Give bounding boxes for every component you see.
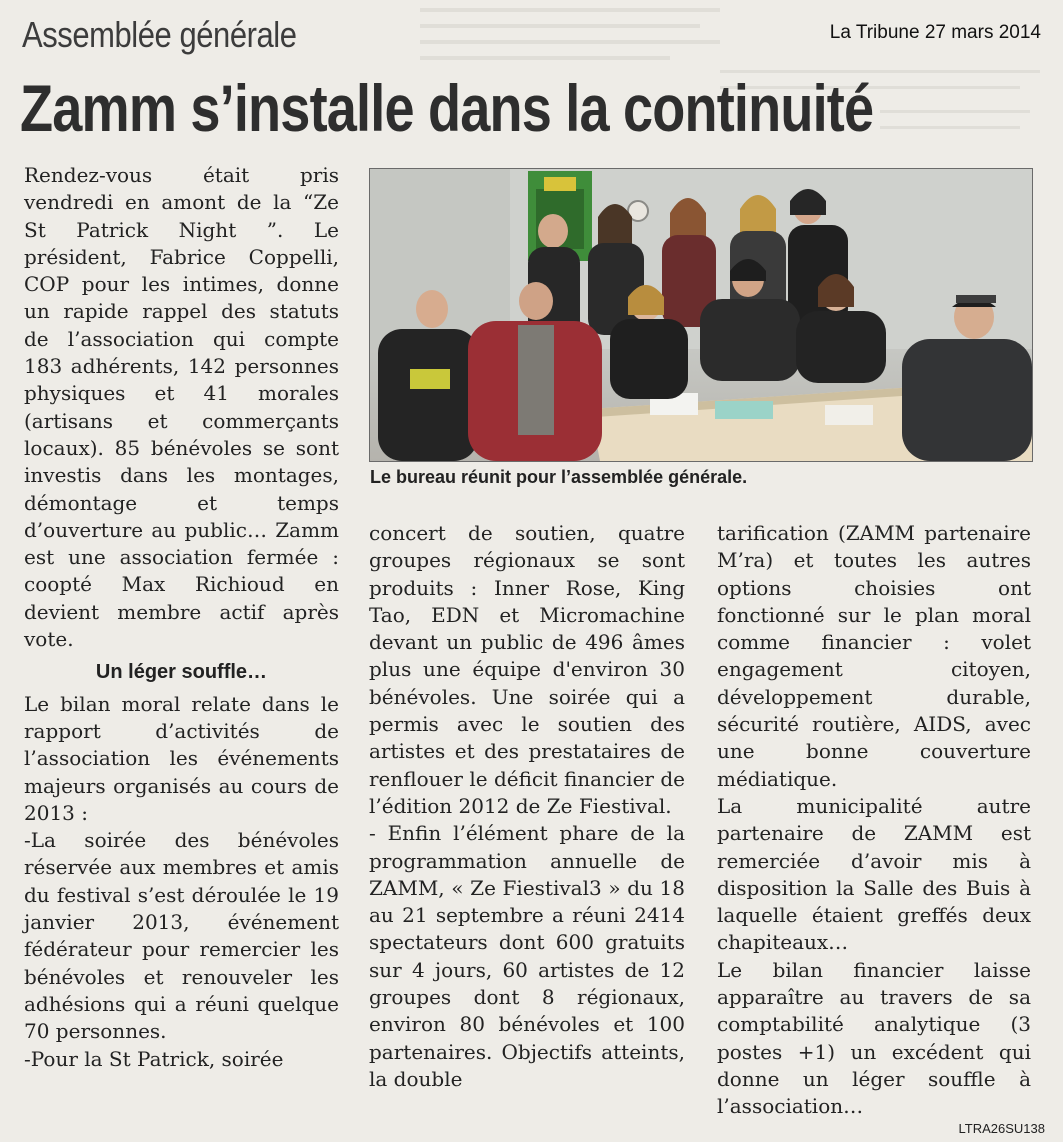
paragraph-bilan-moral: Le bilan moral relate dans le rapport d’activités de l’association les événements majeurs organisés au cours de 2013 : [24,691,339,825]
article-column-2 [369,520,685,1093]
publication-source: La Tribune 27 mars 2014 [829,22,1041,43]
subheading: Un léger souffle… [95,661,268,684]
section-rubric: Assemblée générale [22,14,297,55]
article-headline: Zamm s’installe dans la continuité [20,71,874,145]
paragraph-st-patrick: -Pour la St Patrick, soirée [24,1046,284,1071]
group-photo [369,168,1033,462]
paragraph-bilan-financier: Le bilan financier laisse apparaître au travers de sa comptabilité analytique (3 postes +1) un excédent qui donne un léger souffle à l’association… [717,957,1031,1119]
paragraph-concert-soutien: concert de soutien, quatre groupes régionaux se sont produits : Inner Rose, King Tao, EDN et Micromachine devant un public de 496 âmes plus une équipe d'environ 30 bénévoles. Une soirée qui a permis avec le soutien des artistes et des prestataires de renflouer le déficit financier de l’édition 2012 de Ze Fiestival. [369,521,685,818]
clipping-reference: LTRA26SU138 [958,1121,1045,1136]
paragraph-soiree-benevoles: -La soirée des bénévoles réservée aux membres et amis du festival s’est déroulée le 19 janvier 2013, événement fédérateur pour remercier les bénévoles et renouveler les adhésions qui a réuni quelque 70 personnes. [24,828,339,1044]
article-column-1 [24,162,339,1073]
photo-caption: Le bureau réunit pour l’assemblée générale. [370,467,748,487]
paragraph-intro: Rendez-vous était pris vendredi en amont de la “Ze St Patrick Night ”. Le président, Fabrice Coppelli, COP pour les intimes, donne un rapide rappel des statuts de l’association qui compte 183 adhérents, 142 personnes physiques et 41 morales (artisans et commerçants locaux). 85 bénévoles se sont investis dans les montages, démontage et temps d’ouverture au public… Zamm est une association fermée : coopté Max Richioud en devient membre actif après vote. [24,163,339,652]
group-photo-illustration [370,169,1032,461]
paragraph-ze-fiestival: - Enfin l’élément phare de la programmation annuelle de ZAMM, « Ze Fiestival3 » du 18 au 21 septembre a réuni 2414 spectateurs dont 600 gratuits sur 4 jours, 60 artistes de 12 groupes dont 8 régionaux, environ 80 bénévoles et 100 partenaires. Objectifs atteints, la double [369,821,685,1091]
paragraph-municipalite: La municipalité autre partenaire de ZAMM est remerciée d’avoir mis à disposition la Salle des Buis à laquelle étaient greffés deux chapiteaux… [717,793,1031,955]
article-column-3 [717,520,1031,1121]
paragraph-tarification: tarification (ZAMM partenaire M’ra) et toutes les autres options choisies ont fonctionné sur le plan moral comme financier : volet engagement citoyen, développement durable, sécurité routière, AIDS, avec une bonne couverture médiatique. [717,521,1031,791]
